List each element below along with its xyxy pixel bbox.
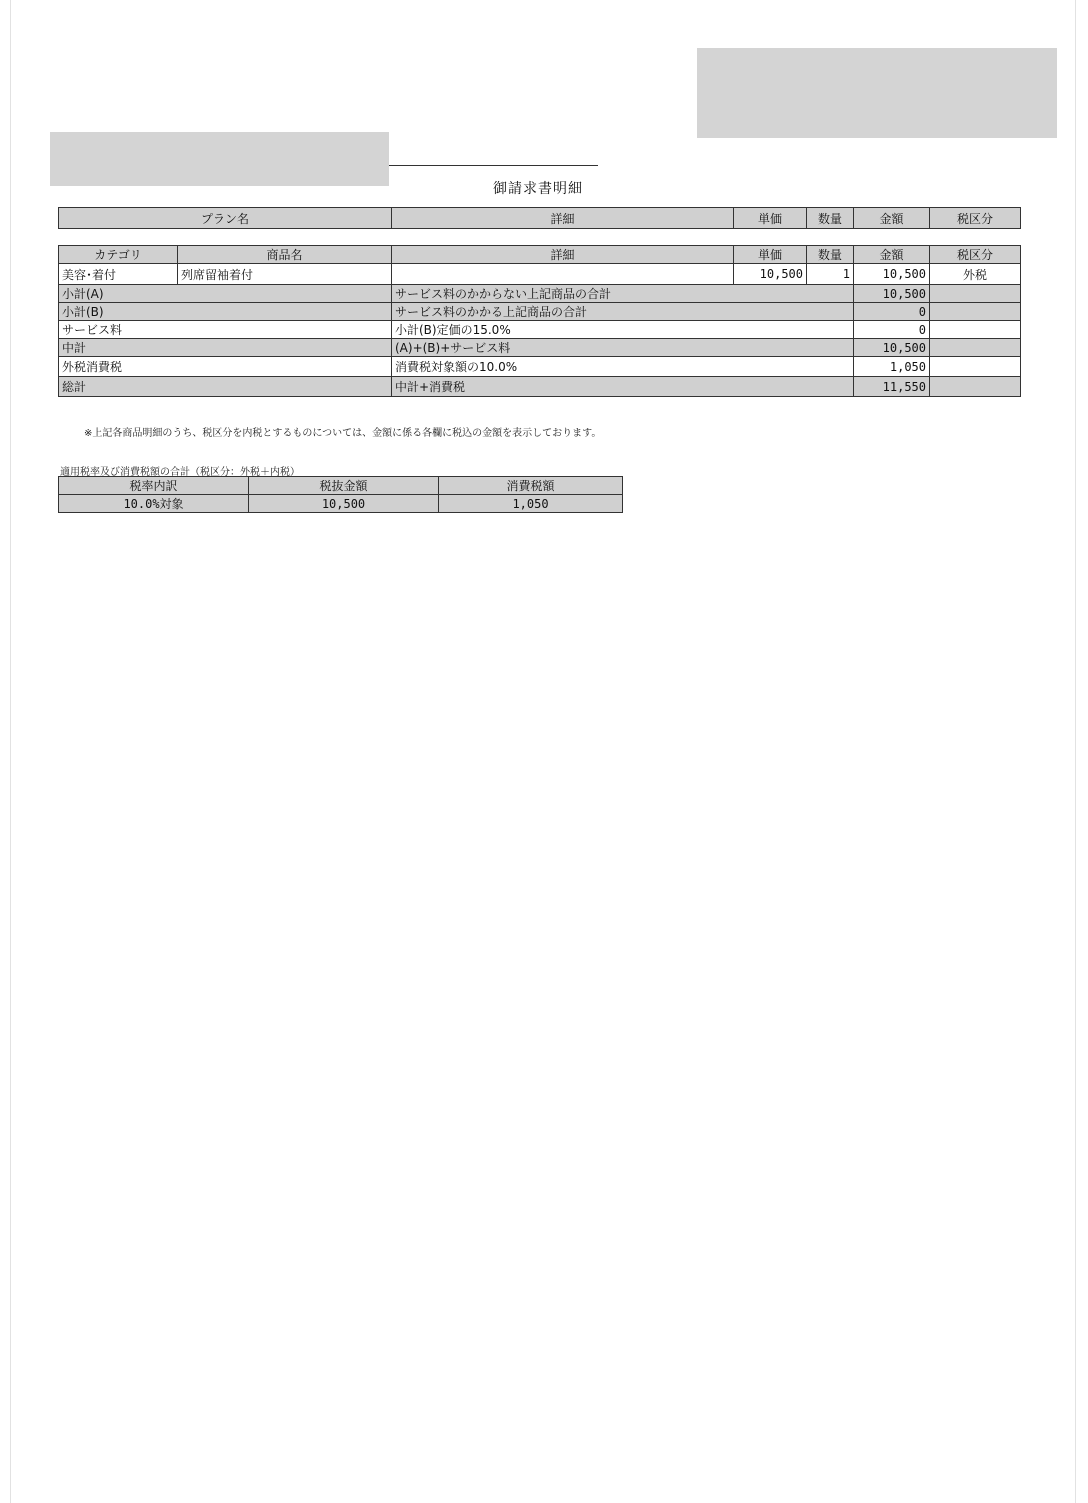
pre-tax-amount-header: 税抜金額 — [249, 477, 439, 495]
summary-row-midtotal — [59, 339, 1021, 357]
summary-detail: 中計+消費税 — [392, 377, 854, 397]
summary-label: 外税消費税 — [59, 357, 392, 377]
items-table — [58, 245, 1021, 397]
redacted-recipient-name — [50, 132, 389, 186]
summary-row-service-fee — [59, 321, 1021, 339]
summary-blank — [930, 357, 1021, 377]
recipient-underline — [389, 165, 598, 166]
summary-detail: 消費税対象額の10.0% — [392, 357, 854, 377]
tax-amount-header: 消費税額 — [439, 477, 623, 495]
summary-amount: 0 — [854, 321, 930, 339]
summary-detail: サービス料のかからない上記商品の合計 — [392, 285, 854, 303]
summary-blank — [930, 285, 1021, 303]
summary-label: 中計 — [59, 339, 392, 357]
plan-detail-header: 詳細 — [392, 208, 734, 229]
pre-tax-amount-value: 10,500 — [249, 495, 439, 513]
plan-tax-class-header: 税区分 — [930, 208, 1021, 229]
quantity-header: 数量 — [807, 246, 854, 264]
tax-amount-value: 1,050 — [439, 495, 623, 513]
summary-row-grand-total — [59, 377, 1021, 397]
amount-header: 金額 — [854, 246, 930, 264]
item-product-name: 列席留袖着付 — [178, 264, 392, 285]
item-tax-class: 外税 — [930, 264, 1021, 285]
detail-header: 詳細 — [392, 246, 734, 264]
tax-class-header: 税区分 — [930, 246, 1021, 264]
summary-blank — [930, 303, 1021, 321]
item-category: 美容･着付 — [59, 264, 178, 285]
tax-note: ※上記各商品明細のうち、税区分を内税とするものについては、金額に係る各欄に税込の金額を表示しております。 — [84, 428, 602, 439]
category-header: カテゴリ — [59, 246, 178, 264]
summary-detail: (A)+(B)+サービス料 — [392, 339, 854, 357]
summary-amount: 0 — [854, 303, 930, 321]
item-quantity: 1 — [807, 264, 854, 285]
plan-name-header: プラン名 — [59, 208, 392, 229]
product-name-header: 商品名 — [178, 246, 392, 264]
tax-summary-table — [58, 476, 623, 513]
tax-summary-caption: 適用税率及び消費税額の合計（税区分：外税＋内税） — [60, 467, 300, 478]
summary-label: サービス料 — [59, 321, 392, 339]
tax-rate-value: 10.0%対象 — [59, 495, 249, 513]
summary-blank — [930, 321, 1021, 339]
summary-label: 小計(A) — [59, 285, 392, 303]
table-row — [59, 495, 623, 513]
summary-amount: 1,050 — [854, 357, 930, 377]
plan-unit-price-header: 単価 — [734, 208, 807, 229]
plan-header-table — [58, 207, 1021, 229]
item-amount: 10,500 — [854, 264, 930, 285]
redacted-address-block — [697, 48, 1057, 138]
summary-row-consumption-tax — [59, 357, 1021, 377]
document-title: 御請求書明細 — [493, 181, 583, 197]
summary-row-subtotal-b — [59, 303, 1021, 321]
summary-label: 小計(B) — [59, 303, 392, 321]
item-detail-redacted — [392, 264, 734, 285]
plan-amount-header: 金額 — [854, 208, 930, 229]
summary-detail: サービス料のかかる上記商品の合計 — [392, 303, 854, 321]
summary-blank — [930, 339, 1021, 357]
plan-quantity-header: 数量 — [807, 208, 854, 229]
item-unit-price: 10,500 — [734, 264, 807, 285]
unit-price-header: 単価 — [734, 246, 807, 264]
summary-amount: 10,500 — [854, 285, 930, 303]
table-row — [59, 264, 1021, 285]
summary-detail: 小計(B)定価の15.0% — [392, 321, 854, 339]
tax-summary-header-row — [59, 477, 623, 495]
summary-amount: 11,550 — [854, 377, 930, 397]
tax-rate-header: 税率内訳 — [59, 477, 249, 495]
summary-blank — [930, 377, 1021, 397]
summary-amount: 10,500 — [854, 339, 930, 357]
summary-label: 総計 — [59, 377, 392, 397]
items-header-row — [59, 246, 1021, 264]
summary-row-subtotal-a — [59, 285, 1021, 303]
